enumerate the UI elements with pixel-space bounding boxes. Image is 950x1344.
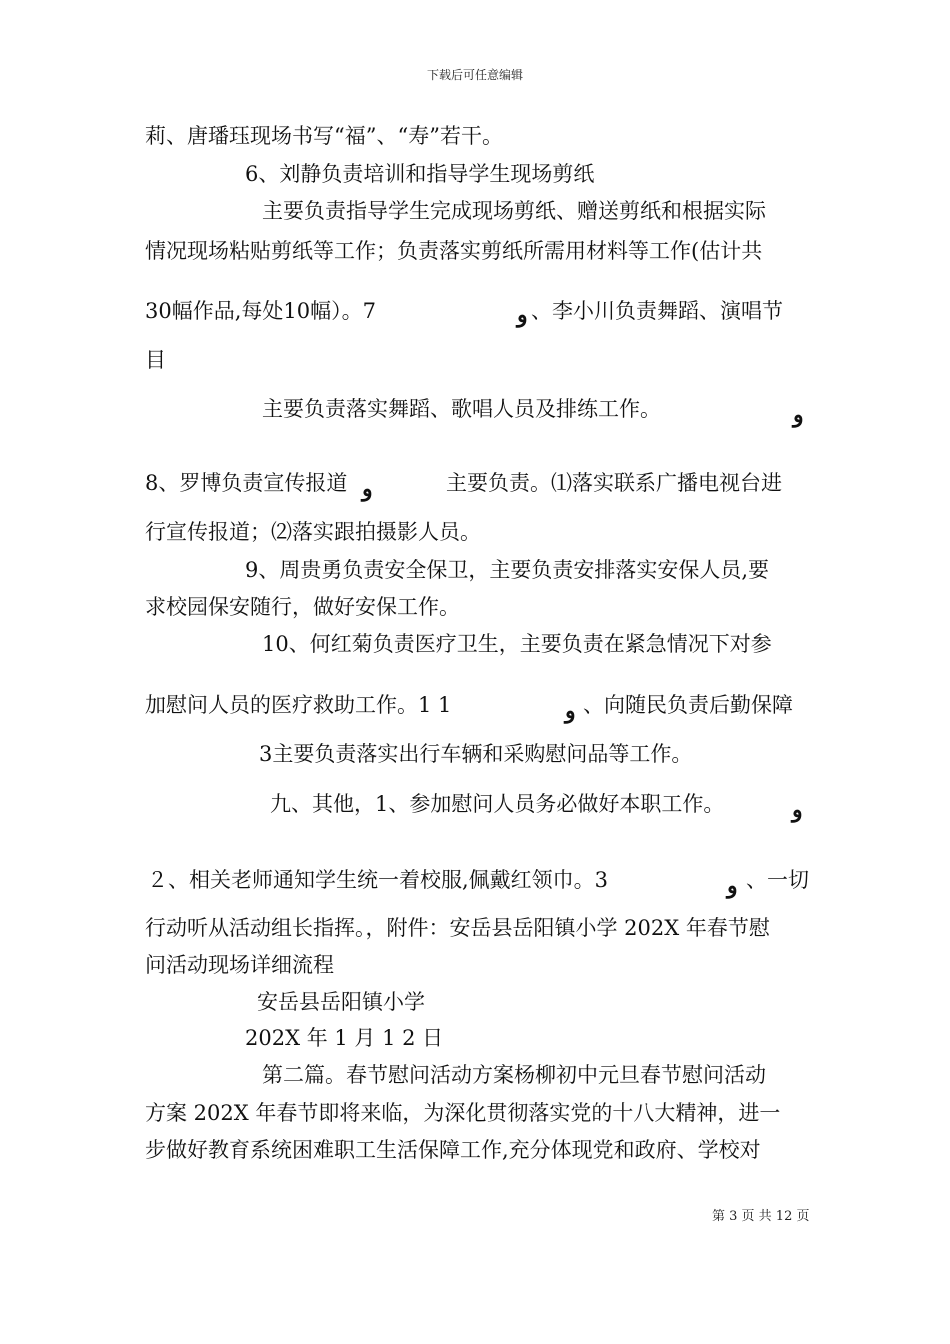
- text-line: 主要负责指导学生完成现场剪纸、赠送剪纸和根据实际: [262, 199, 766, 223]
- text-line: 九、其他，1、参加慰问人员务必做好本职工作。: [270, 792, 725, 816]
- list-marker-glyph: و: [362, 476, 373, 502]
- list-marker-glyph: و: [727, 873, 738, 899]
- list-marker-glyph: و: [793, 402, 804, 428]
- text-line: 步做好教育系统困难职工生活保障工作,充分体现党和政府、学校对: [145, 1138, 761, 1162]
- list-marker-glyph: و: [792, 797, 803, 823]
- list-marker-glyph: و: [517, 302, 528, 328]
- page-footer: 第 3 页 共 12 页: [712, 1209, 810, 1224]
- text-line: 目: [145, 348, 166, 372]
- text-line: 主要负责落实舞蹈、歌唱人员及排练工作。: [262, 397, 661, 421]
- text-line: 3主要负责落实出行车辆和采购慰问品等工作。: [259, 742, 693, 766]
- section-heading: 10、何红菊负责医疗卫生，主要负责在紧急情况下对参: [262, 632, 772, 656]
- section-heading: 、李小川负责舞蹈、演唱节: [531, 299, 783, 323]
- text-line: 情况现场粘贴剪纸等工作；负责落实剪纸所需用材料等工作(估计共: [145, 239, 763, 263]
- text-line: ２、相关老师通知学生统一着校服,佩戴红领巾。3: [147, 868, 609, 892]
- text-line: 方案 202X 年春节即将来临，为深化贯彻落实党的十八大精神，进一: [145, 1101, 781, 1125]
- section-heading: 9、周贵勇负责安全保卫，主要负责安排落实安保人员,要: [245, 558, 770, 582]
- text-line: 求校园保安随行，做好安保工作。: [145, 595, 460, 619]
- page-header: 下载后可任意编辑: [426, 68, 523, 82]
- text-line: 行宣传报道；⑵落实跟拍摄影人员。: [145, 520, 481, 544]
- text-line: 主要负责。⑴落实联系广播电视台进: [446, 471, 782, 495]
- section-heading: 8、罗博负责宣传报道: [145, 471, 348, 495]
- text-line: 加慰问人员的医疗救助工作。1 1: [145, 693, 452, 717]
- text-line: 行动听从活动组长指挥。，附件：安岳县岳阳镇小学 202X 年春节慰: [145, 916, 770, 940]
- section-heading: 6、刘静负责培训和指导学生现场剪纸: [245, 162, 595, 186]
- text-line: 30幅作品,每处10幅）。7: [145, 299, 376, 323]
- list-marker-glyph: و: [565, 698, 576, 724]
- text-line: 、一切: [746, 868, 809, 892]
- section-heading: 、向随民负责后勤保障: [583, 693, 793, 717]
- signature-organization: 安岳县岳阳镇小学: [257, 990, 425, 1014]
- section-heading: 第二篇。春节慰问活动方案杨柳初中元旦春节慰问活动: [262, 1063, 766, 1087]
- text-line: 莉、唐璠珏现场书写“福”、“寿”若干。: [145, 124, 503, 148]
- signature-date: 202X 年 1 月 1 2 日: [245, 1026, 444, 1050]
- text-line: 问活动现场详细流程: [145, 953, 334, 977]
